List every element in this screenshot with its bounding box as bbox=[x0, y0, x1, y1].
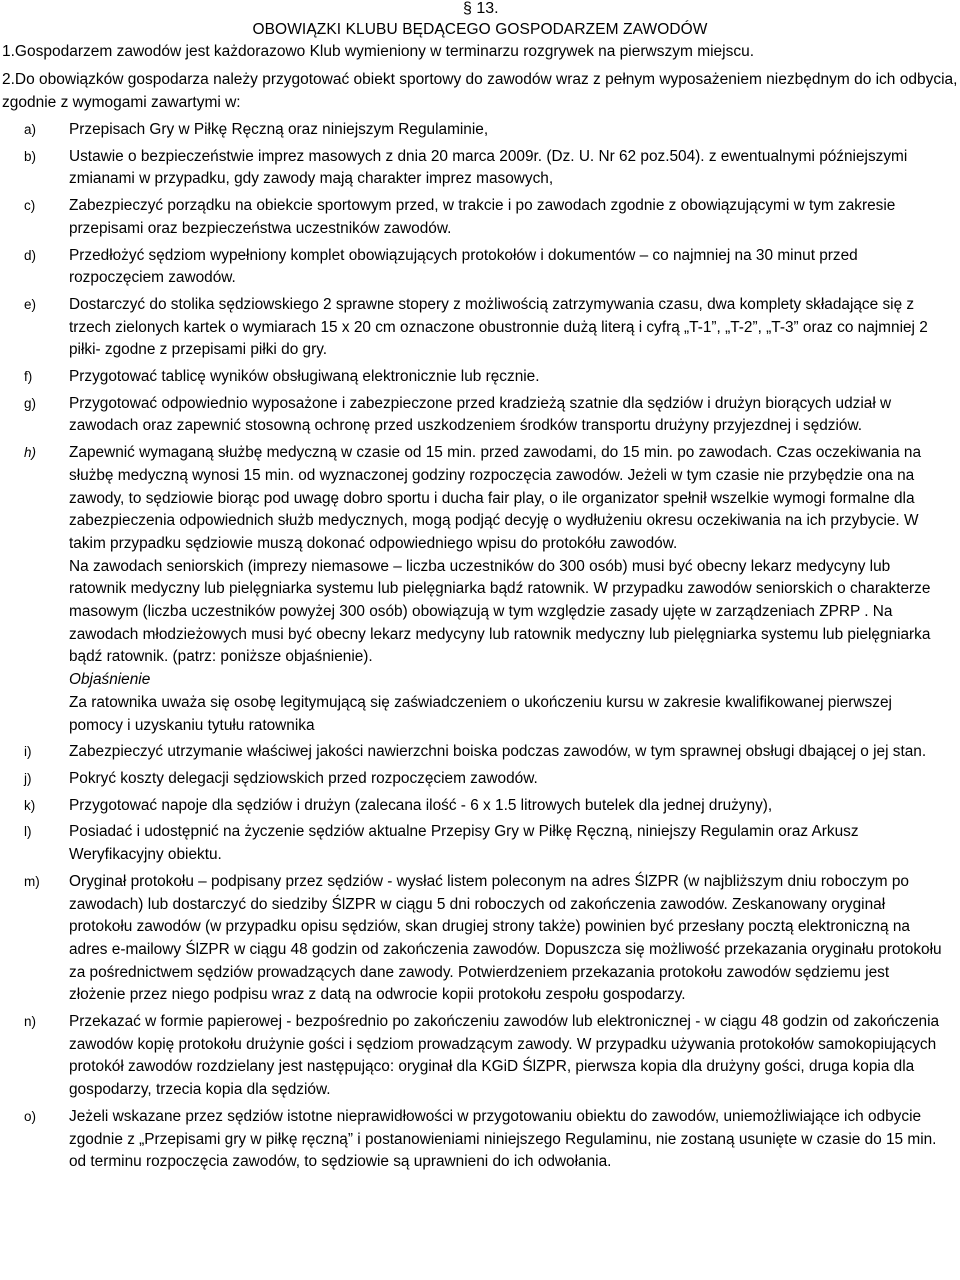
item-label: a) bbox=[24, 122, 37, 137]
list-item-e bbox=[0, 294, 960, 362]
note-title: Objaśnienie bbox=[69, 671, 151, 689]
item-text: Przekazać w formie papierowej - bezpośrednio po zakończeniu zawodów lub elektronicznej - w ciągu 48 godzin od zakończenia zawodów kopię protokołu drużynie gości i sędziom prowadzącym zawody. W przypadku używania protokołów samokopiujących protokół zawodów rozdzielany jest następująco: oryginał dla KGiD ŚlZPR, pierwsza kopia dla drużyny gości, druga kopia dla gospodarzy, trzecia kopia dla sędziów. bbox=[69, 1013, 940, 1099]
section-number: § 13. bbox=[463, 0, 499, 17]
item-label: j) bbox=[24, 770, 32, 786]
item-text: Jeżeli wskazane przez sędziów istotne nieprawidłowości w przygotowaniu obiektu do zawodów, uniemożliwiające ich odbycie zgodnie z „Przepisami gry w piłkę ręczną” i postanowieniami niniejszego Regulaminu, nie zostaną usunięte w czasie do 15 min. od terminu rozpoczęcia zawodów, to sędziowie są uprawnieni do ich odwołania. bbox=[69, 1107, 937, 1171]
paragraph-point-1: 1.Gospodarzem zawodów jest każdorazowo Klub wymieniony w terminarzu rozgrywek na pierwszym miejscu. bbox=[2, 43, 755, 60]
list-item-a bbox=[0, 119, 960, 142]
item-text: Posiadać i udostępnić na życzenie sędziów aktualne Przepisy Gry w Piłkę Ręczną, niniejszy Regulamin oraz Arkusz Weryfikacyjny obiektu. bbox=[69, 823, 859, 864]
item-label: b) bbox=[24, 148, 37, 164]
list-item-i bbox=[0, 741, 960, 764]
list-item-d bbox=[0, 245, 960, 290]
paragraph-point-2: 2.Do obowiązków gospodarza należy przygotować obiekt sportowy do zawodów wraz z pełnym wyposażeniem niezbędnym do ich odbycia, zgodnie z wymogami zawartymi w: bbox=[2, 71, 958, 111]
item-label: l) bbox=[24, 824, 32, 840]
list-item-f bbox=[0, 366, 960, 389]
item-label: k) bbox=[24, 797, 36, 813]
list-item-j bbox=[0, 768, 960, 791]
item-label: o) bbox=[24, 1108, 37, 1124]
item-label: n) bbox=[24, 1014, 37, 1030]
item-text: Zabezpieczyć utrzymanie właściwej jakości nawierzchni boiska podczas zawodów, w tym sprawnej obsługi dbającej o jej stan. bbox=[69, 743, 927, 761]
obligations-list bbox=[0, 119, 960, 1178]
item-label: f) bbox=[24, 369, 33, 385]
list-item-b bbox=[0, 146, 960, 191]
list-item-c bbox=[0, 195, 960, 240]
item-text: Przygotować odpowiednio wyposażone i zabezpieczone przed kradzieżą szatnie dla sędziów i drużyn biorących udział w zawodach oraz zapewnić stosowną ochronę przed uszkodzeniem środków transportu drużyny przyjezdnej i sędziów. bbox=[69, 394, 892, 435]
item-text: Przygotować tablicę wyników obsługiwaną elektronicznie lub ręcznie. bbox=[69, 368, 540, 386]
item-label: m) bbox=[24, 873, 40, 889]
list-item-g bbox=[0, 393, 960, 438]
item-text: Oryginał protokołu – podpisany przez sędziów - wysłać listem poleconym na adres ŚlZPR (w najbliższym dniu roboczym po zawodach) lub dostarczyć do siedziby ŚlZPR w ciągu 5 dni roboczych od zakończenia zawodów. Zeskanowany oryginał protokołu zawodów (w przypadku opisu sędziów, skan drugiej strony także) powinien być przesłany pocztą elektroniczną na adres e-mailowy ŚlZPR w ciągu 48 godzin od zakończenia zawodów. Dopuszcza się możliwość przekazania oryginału protokołu za pośrednictwem sędziów prowadzących dane zawody. Potwierdzeniem przekazania protokołu zawodów sędziemu jest złożenie przez niego podpisu wraz z datą na odwrocie kopii protokołu zespołu gospodarzy. bbox=[69, 872, 942, 1004]
item-text: Pokryć koszty delegacji sędziowskich przed rozpoczęciem zawodów. bbox=[69, 769, 538, 787]
item-text: Zabezpieczyć porządku na obiekcie sportowym przed, w trakcie i po zawodach zgodnie z obowiązującymi w tym zakresie przepisami oraz bezpieczeństwa uczestników zawodów. bbox=[69, 197, 896, 237]
note-text: Za ratownika uważa się osobę legitymującą się zaświadczeniem o ukończeniu kursu w zakresie kwalifikowanej pierwszej pomocy i uzyskaniu tytułu ratownika bbox=[69, 693, 892, 734]
list-item-h bbox=[0, 442, 960, 737]
item-text-continued: Na zawodach seniorskich (imprezy niemasowe – liczba uczestników do 300 osób) musi być obecny lekarz medycyny lub ratownik medyczny lub pielęgniarka systemu lub pielęgniarka bądź ratownik. W przypadku zawodów seniorskich o charakterze masowym (liczba uczestników powyżej 300 osób) obowiązują w tym względzie zasady ujęte w zarządzeniach ZPRP . Na zawodach młodzieżowych musi być obecny lekarz medycyny lub ratownik medyczny lub pielęgniarka systemu lub pielęgniarka bądź ratownik. (patrz: poniższe objaśnienie). bbox=[69, 557, 931, 666]
item-label: g) bbox=[24, 395, 37, 411]
item-label: d) bbox=[24, 247, 37, 263]
item-text: Dostarczyć do stolika sędziowskiego 2 sprawne stopery z możliwością zatrzymywania czasu, dwa komplety składające się z trzech zielonych kartek o wymiarach 15 x 20 cm oznaczone obustronnie dużą literą i cyfrą „T-1”, „T-2”, „T-3” oraz co najmniej 2 piłki- zgodne z przepisami piłki do gry. bbox=[69, 295, 928, 359]
section-heading: OBOWIĄZKI KLUBU BĘDĄCEGO GOSPODARZEM ZAWODÓW bbox=[252, 21, 708, 38]
item-text: Przedłożyć sędziom wypełniony komplet obowiązujących protokołów i dokumentów – co najmniej na 30 minut przed rozpoczęciem zawodów. bbox=[69, 246, 858, 287]
list-item-n bbox=[0, 1011, 960, 1102]
item-text: Przygotować napoje dla sędziów i drużyn (zalecana ilość - 6 x 1.5 litrowych butelek dla jednej drużyny), bbox=[69, 796, 773, 814]
list-item-k bbox=[0, 795, 960, 818]
item-label: c) bbox=[24, 198, 36, 214]
item-label: e) bbox=[24, 296, 37, 312]
item-text: Ustawie o bezpieczeństwie imprez masowych z dnia 20 marca 2009r. (Dz. U. Nr 62 poz.504). z ewentualnymi późniejszymi zmianami w przypadku, gdy zawody mają charakter imprez masowych, bbox=[69, 147, 908, 188]
item-text: Przepisach Gry w Piłkę Ręczną oraz niniejszym Regulaminie, bbox=[69, 121, 489, 138]
list-item-o bbox=[0, 1106, 960, 1174]
list-item-l bbox=[0, 821, 960, 866]
list-item-m bbox=[0, 871, 960, 1007]
item-label: i) bbox=[24, 744, 32, 760]
item-text: Zapewnić wymaganą służbę medyczną w czasie od 15 min. przed zawodami, do 15 min. po zawodach. Czas oczekiwania na służbę medyczną wynosi 15 min. od wyznaczonej godziny rozpoczęcia zawodów. Jeżeli w tym czasie nie przybędzie ona na zawody, to sędziowie biorąc pod uwagę dobro sportu i ducha fair play, o ile organizator spełnił wszelkie wymogi formalne dla zabezpieczenia odpowiednich służb medycznych, mogą podjąć decyję o wydłużeniu okresu oczekiwania na ich przybycie. W takim przypadku sędziowie muszą dokonać odpowiedniego wpisu do protokółu zawodów. bbox=[69, 444, 922, 552]
item-label: h) bbox=[24, 445, 37, 461]
